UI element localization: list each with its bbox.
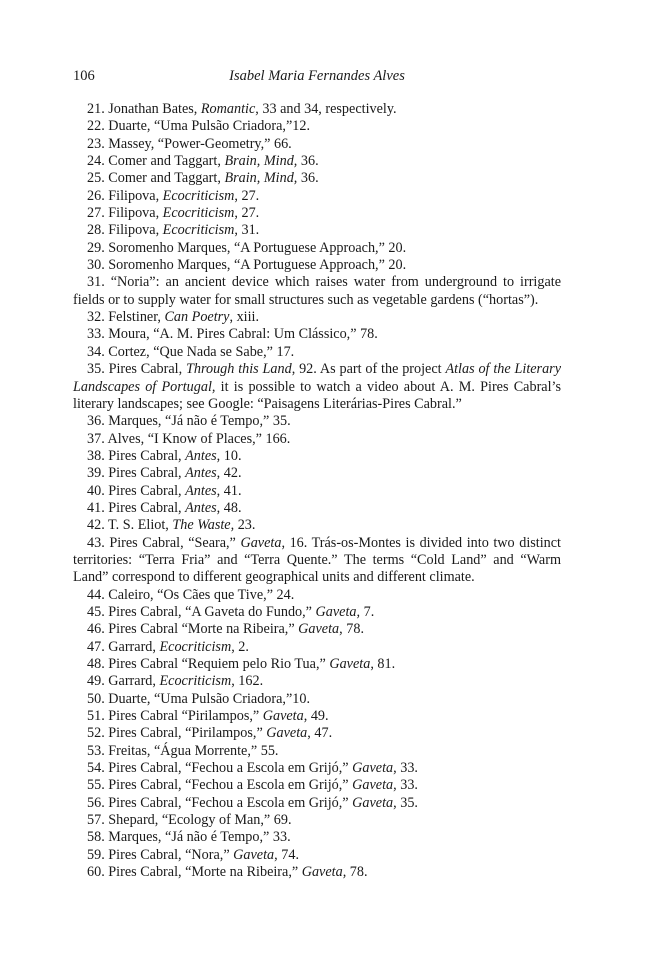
endnote-text: , 48. (216, 499, 242, 516)
endnote-text: , 162. (231, 673, 264, 690)
endnote-text: , 33. (393, 760, 418, 777)
endnote (73, 812, 561, 829)
endnote-text: 51. Pires Cabral “Pirilampos,” (87, 708, 263, 725)
endnote-text: 44. Caleiro, “Os Cães que Tive,” 24. (87, 586, 295, 603)
endnote-italic-text: Romantic (200, 101, 256, 117)
endnote-italic-text: Gaveta (329, 656, 371, 672)
endnote-italic-text: Gaveta (240, 534, 282, 551)
endnote-italic-text: Ecocriticism (159, 673, 232, 690)
endnote-text: 49. Garrard, (87, 673, 160, 690)
endnote-text: 35. Pires Cabral, (87, 361, 186, 378)
endnote (73, 587, 561, 604)
endnote (73, 691, 561, 708)
endnote-text: 22. Duarte, “Uma Pulsão Criadora,”12. (87, 118, 310, 135)
endnote-text: 32. Felstiner, (87, 309, 165, 326)
endnote-italic-text: Brain, Mind, (224, 153, 298, 170)
endnote (73, 708, 561, 725)
endnote-text: , 92. As part of the project (291, 361, 446, 378)
endnote-text: 31. “Noria”: an ancient device which raises water from underground to irrigate fields or to supply water for small structures such as vegetable gardens (“hortas”). (73, 274, 561, 308)
endnote-text: 59. Pires Cabral, “Nora,” (87, 846, 234, 863)
endnote-text: , 35. (393, 794, 418, 811)
endnote (73, 136, 561, 153)
endnote (73, 205, 561, 222)
endnote-italic-text: Gaveta (352, 794, 394, 811)
endnote (73, 725, 561, 742)
endnote (73, 535, 561, 587)
endnote-italic-text: Ecocriticism (162, 222, 235, 239)
endnote-text: 34. Cortez, “Que Nada se Sabe,” 17. (87, 343, 295, 360)
endnote-text: 37. Alves, “I Know of Places,” 166. (87, 430, 291, 447)
endnote-text: 26. Filipova, (87, 187, 163, 204)
endnote (73, 743, 561, 760)
endnote-italic-text: Gaveta, (315, 603, 361, 620)
endnote-text: 47. Garrard, (87, 638, 160, 655)
endnote-text: , 78. (339, 621, 364, 638)
endnote-text: 46. Pires Cabral “Morte na Ribeira,” (87, 621, 299, 638)
endnote-text: , 41. (216, 482, 242, 499)
endnote (73, 344, 561, 361)
endnote-text: , 16. Trás-os-Montes is divided into two distinct territories: “Terra Fria” and “Terra Quente.” The terms “Cold Land” and “Warm Land” correspond to different geographical units and different climate. (73, 534, 561, 586)
endnote (73, 483, 561, 500)
endnote (73, 500, 561, 517)
endnote-text: , 42. (216, 465, 242, 482)
endnote-text: 38. Pires Cabral, (87, 447, 186, 464)
page-number: 106 (73, 68, 95, 84)
endnote-text: 28. Filipova, (87, 222, 163, 239)
endnote-text: 55. Pires Cabral, “Fechou a Escola em Grijó,” (87, 777, 353, 794)
endnote-italic-text: Antes (185, 447, 217, 464)
endnote (73, 222, 561, 239)
endnote-text: , 33. (393, 777, 418, 794)
endnote-text: it is possible to watch a video about A. M. Pires Cabral’s literary landscapes; see Google: “Paisagens Literárias-Pires Cabral.” (73, 378, 561, 412)
endnote-text: 42. T. S. Eliot, (87, 517, 173, 534)
endnote-italic-text: Gaveta (266, 725, 308, 742)
endnote-italic-text: Can Poetry (164, 309, 230, 326)
endnote (73, 153, 561, 170)
endnote-text: , 2. (231, 638, 249, 655)
endnote-text: 41. Pires Cabral, (87, 499, 186, 516)
endnote-italic-text: Ecocriticism (159, 638, 232, 655)
endnote (73, 639, 561, 656)
endnote-italic-text: Atlas of the Literary Landscapes of Portugal, (73, 361, 561, 395)
endnote (73, 257, 561, 274)
endnote-text: 21. Jonathan Bates, (87, 101, 201, 117)
endnote-text: 23. Massey, “Power-Geometry,” 66. (87, 135, 292, 152)
endnote-text: 60. Pires Cabral, “Morte na Ribeira,” (87, 864, 302, 881)
endnote (73, 309, 561, 326)
endnote-text: , 47. (307, 725, 333, 742)
endnote (73, 413, 561, 430)
endnote (73, 760, 561, 777)
endnote-text: 54. Pires Cabral, “Fechou a Escola em Grijó,” (87, 760, 353, 777)
endnote (73, 326, 561, 343)
endnote-text: 33. Moura, “A. M. Pires Cabral: Um Clássico,” 78. (87, 326, 378, 343)
endnote-text: , 33 and 34, respectively. (255, 101, 397, 117)
endnote-italic-text: Antes (185, 499, 217, 516)
endnote-text: 40. Pires Cabral, (87, 482, 186, 499)
endnote-text: , 81. (370, 656, 396, 672)
endnote-text: 36. (297, 153, 319, 170)
endnote (73, 673, 561, 690)
endnote-text: 36. Marques, “Já não é Tempo,” 35. (87, 413, 291, 430)
endnote-italic-text: Gaveta (233, 846, 275, 863)
endnote (73, 517, 561, 534)
endnote-text: 29. Soromenho Marques, “A Portuguese Approach,” 20. (87, 239, 407, 256)
endnote-text: 30. Soromenho Marques, “A Portuguese Approach,” 20. (87, 257, 407, 274)
endnote (73, 170, 561, 187)
running-head (73, 68, 561, 88)
endnote-text: 39. Pires Cabral, (87, 465, 186, 482)
endnote (73, 604, 561, 621)
endnote (73, 621, 561, 638)
endnote (73, 864, 561, 881)
endnote (73, 448, 561, 465)
endnote-text: , 49. (303, 708, 329, 725)
endnote-italic-text: Brain, Mind, (224, 170, 298, 187)
endnote-italic-text: Ecocriticism (162, 205, 235, 222)
endnote-italic-text: Gaveta (298, 621, 340, 638)
endnote (73, 777, 561, 794)
endnote-italic-text: Antes (185, 465, 217, 482)
endnote-text: , 31. (234, 222, 260, 239)
endnote-text: 43. Pires Cabral, “Seara,” (87, 534, 241, 551)
endnote-text: 24. Comer and Taggart, (87, 153, 225, 170)
endnote-italic-text: Gaveta (352, 760, 394, 777)
endnote-text: 58. Marques, “Já não é Tempo,” 33. (87, 829, 291, 846)
endnote (73, 240, 561, 257)
endnote (73, 101, 561, 118)
endnote-text: 57. Shepard, “Ecology of Man,” 69. (87, 812, 292, 829)
endnote-text: , 10. (216, 447, 242, 464)
endnote (73, 361, 561, 413)
endnote-text: 7. (360, 603, 375, 620)
endnote-text: 56. Pires Cabral, “Fechou a Escola em Grijó,” (87, 794, 353, 811)
endnote-text: 48. Pires Cabral “Requiem pelo Rio Tua,” (87, 656, 330, 672)
endnote-text: 36. (297, 170, 319, 187)
endnote (73, 274, 561, 309)
endnote-text: 52. Pires Cabral, “Pirilampos,” (87, 725, 267, 742)
endnote-italic-text: The Waste, (172, 517, 235, 534)
endnote (73, 118, 561, 135)
endnote-text: 50. Duarte, “Uma Pulsão Criadora,”10. (87, 690, 310, 707)
endnote-text: , 27. (234, 187, 260, 204)
endnote-text: 45. Pires Cabral, “A Gaveta do Fundo,” (87, 603, 316, 620)
endnote-italic-text: Gaveta (352, 777, 394, 794)
endnote (73, 465, 561, 482)
endnote-italic-text: Antes (185, 482, 217, 499)
endnote-text: 53. Freitas, “Água Morrente,” 55. (87, 742, 279, 759)
endnote-text: 78. (346, 864, 368, 881)
endnote (73, 188, 561, 205)
endnotes-list (73, 101, 561, 881)
endnote (73, 847, 561, 864)
endnote-text: , 74. (274, 846, 299, 863)
endnote-text: 27. Filipova, (87, 205, 163, 222)
endnote-text: 25. Comer and Taggart, (87, 170, 225, 187)
endnote-italic-text: Through this Land (186, 361, 292, 378)
endnote-italic-text: Gaveta (262, 708, 304, 725)
endnote-text: 23. (234, 517, 256, 534)
endnote (73, 431, 561, 448)
endnote-italic-text: Gaveta, (301, 864, 347, 881)
endnote-text: , 27. (234, 205, 260, 222)
endnote-italic-text: Ecocriticism (162, 187, 235, 204)
endnote (73, 829, 561, 846)
endnote-text: , xiii. (229, 309, 260, 326)
endnote (73, 656, 561, 673)
endnote (73, 795, 561, 812)
running-title: Isabel Maria Fernandes Alves (229, 68, 405, 84)
